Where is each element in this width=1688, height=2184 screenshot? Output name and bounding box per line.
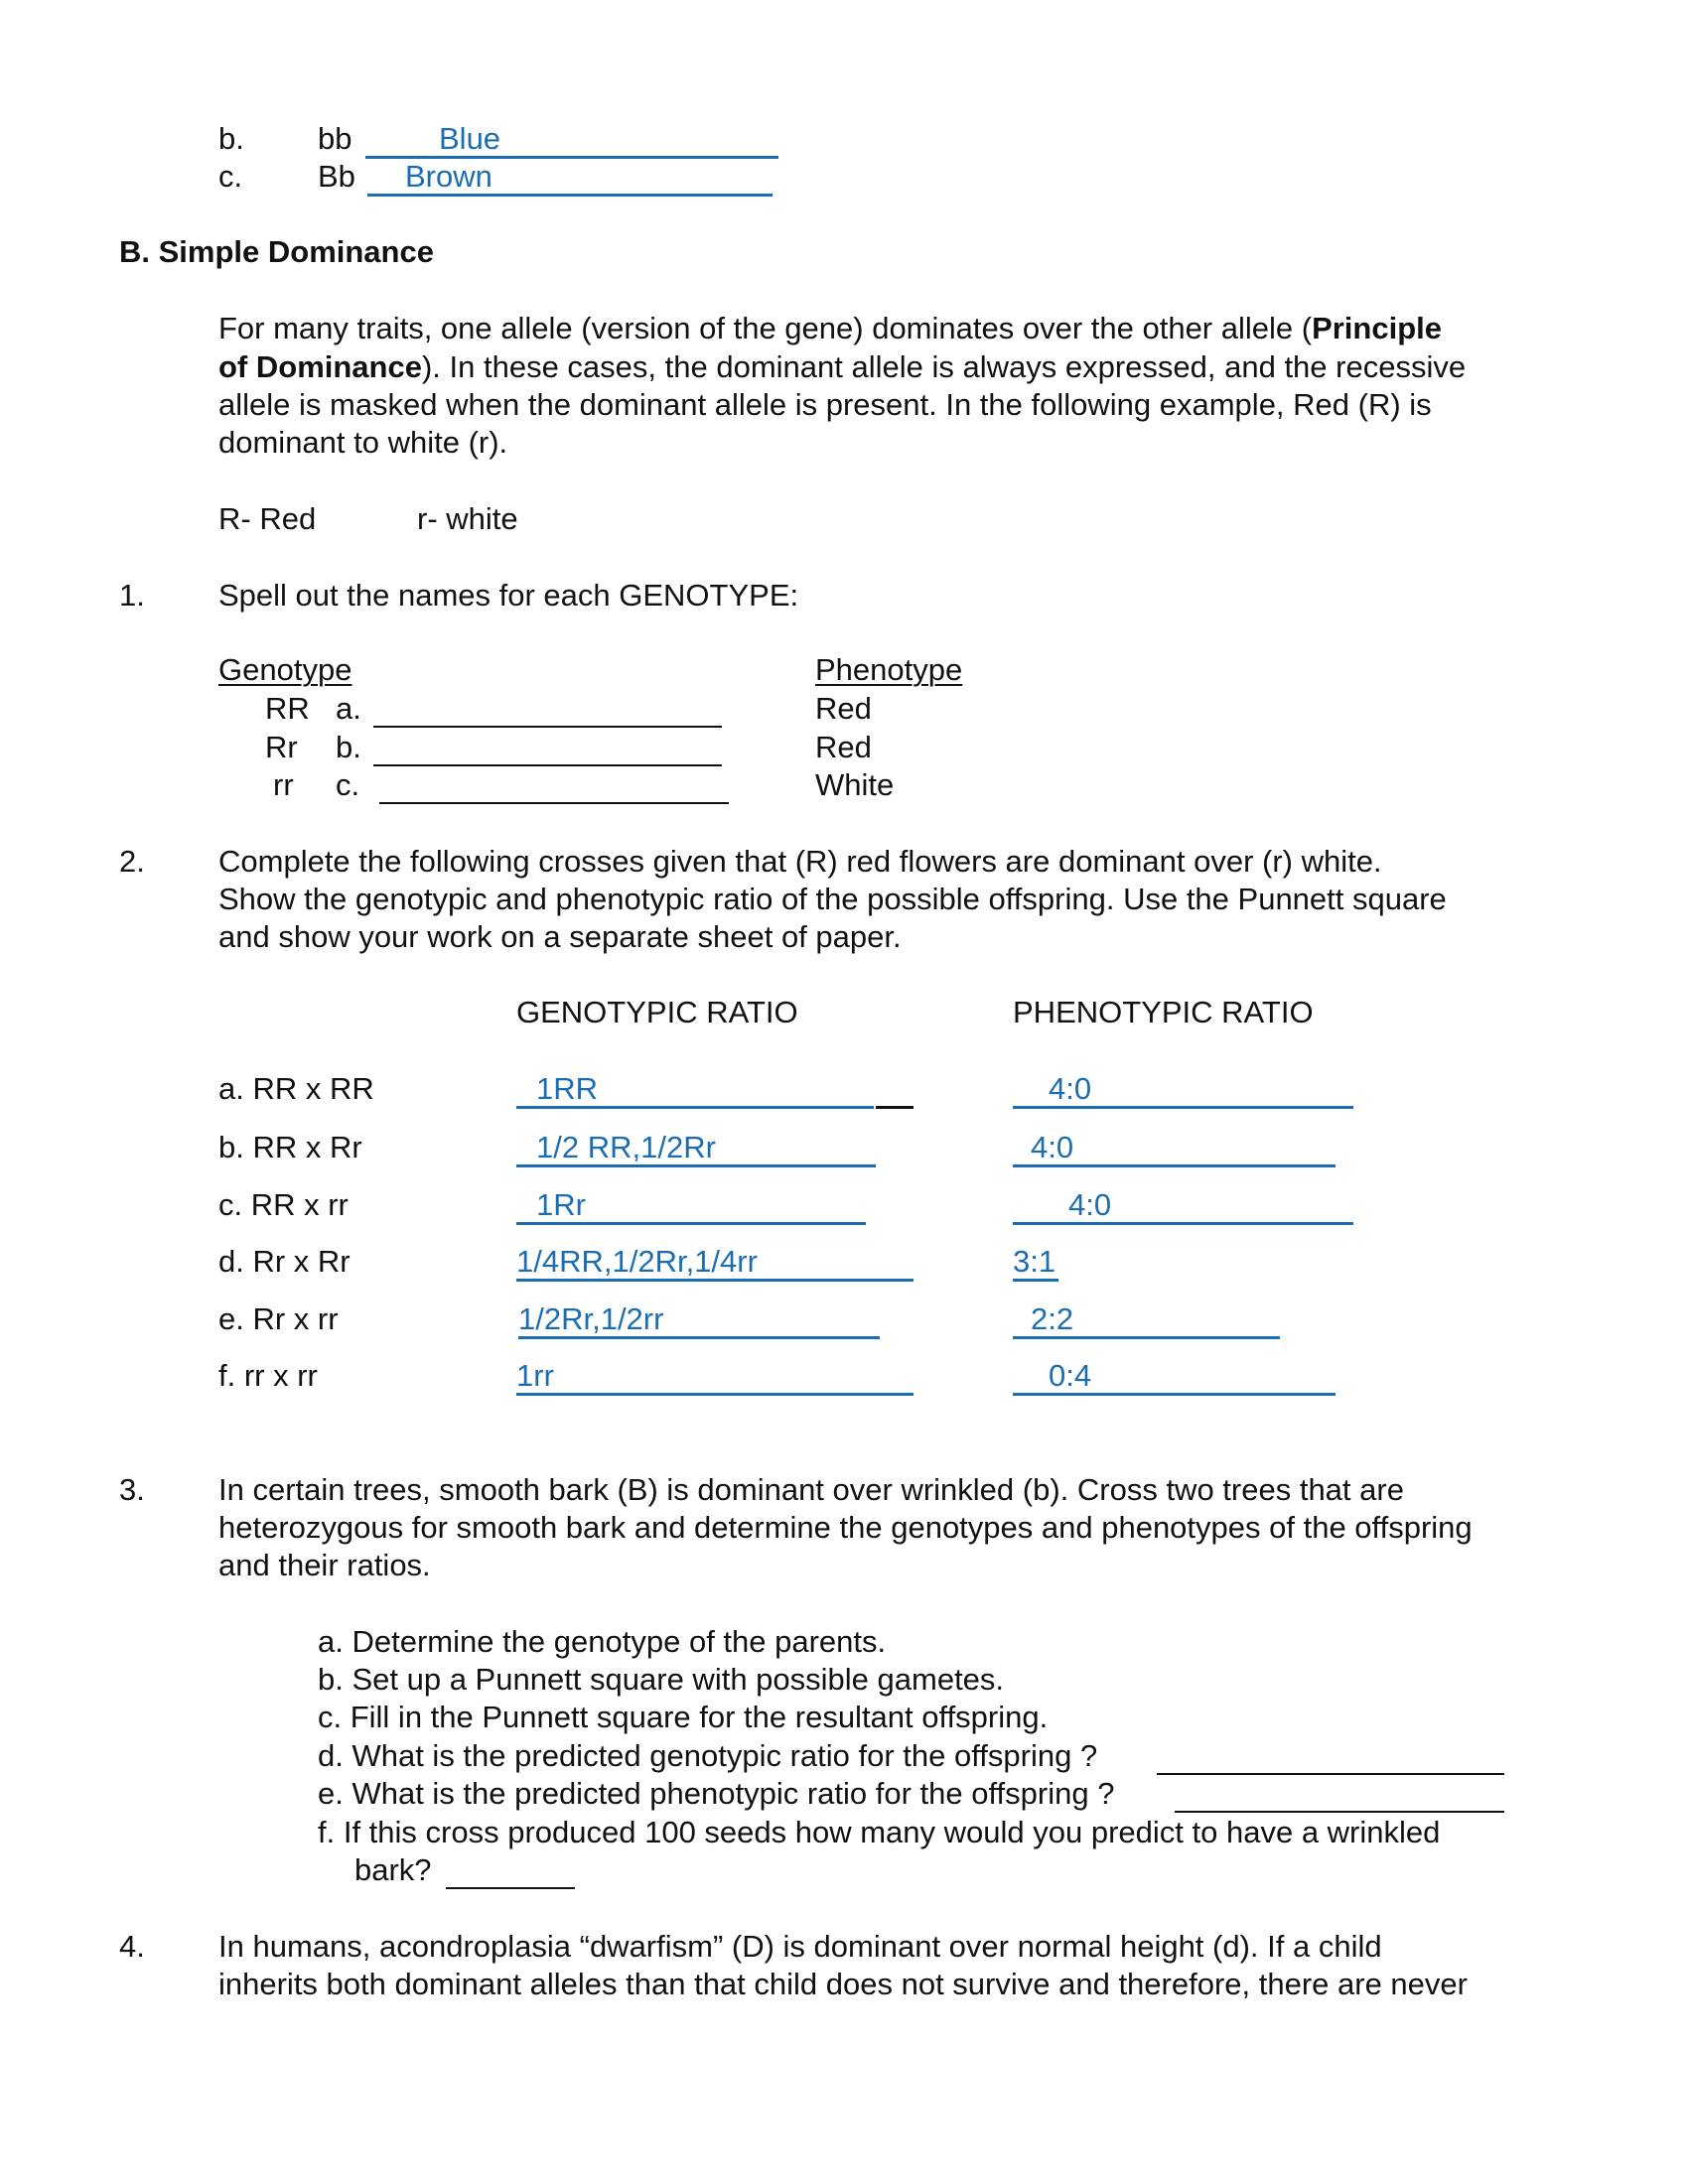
genotypic-answer[interactable]: 1RR [516,1070,874,1109]
intro-bold: Principle [1312,311,1442,345]
cross-label: b. RR x Rr [218,1130,362,1164]
list-letter: c. [218,159,243,194]
question-text: and show your work on a separate sheet of paper. [218,919,902,954]
answer-field-Bb[interactable]: Brown [367,158,773,197]
genotypic-answer[interactable]: 1Rr [516,1186,866,1225]
phenotype: White [815,767,895,802]
question-text: In certain trees, smooth bark (B) is dominant over wrinkled (b). Cross two trees that are [218,1472,1404,1507]
cross-label: e. Rr x rr [218,1301,339,1336]
genotypic-answer[interactable]: 1rr [516,1357,914,1396]
row-letter: b. [336,730,361,764]
cross-label: a. RR x RR [218,1071,374,1106]
section-title: B. Simple Dominance [119,234,434,269]
question-text: heterozygous for smooth bark and determine the genotypes and phenotypes of the offspring [218,1510,1473,1545]
question-number: 3. [119,1472,145,1507]
row-letter: c. [336,767,360,802]
phenotypic-answer[interactable]: 4:0 [1013,1186,1353,1225]
genotype-label: Bb [318,159,355,194]
intro-text: ). In these cases, the dominant allele is always expressed, and the recessive [421,349,1467,384]
intro-line: allele is masked when the dominant allele is present. In the following example, Red (R) is [218,387,1432,422]
genotypic-ratio-blank[interactable] [1157,1737,1504,1775]
genotype: rr [273,767,294,802]
sub-item: c. Fill in the Punnett square for the resultant offspring. [318,1700,1049,1734]
key-recessive: r- white [417,501,518,536]
question-number: 2. [119,844,145,879]
phenotype: Red [815,691,872,726]
cross-label: c. RR x rr [218,1187,349,1222]
question-text: Complete the following crosses given that (R) red flowers are dominant over (r) white. [218,844,1382,879]
sub-item: bark? [354,1852,432,1887]
phenotypic-answer[interactable]: 0:4 [1013,1357,1336,1396]
intro-line [218,310,1442,347]
genotypic-answer[interactable]: 1/2 RR,1/2Rr [516,1129,876,1167]
cross-label: f. rr x rr [218,1358,318,1393]
genotype: Rr [265,730,298,764]
genotypic-ratio-header: GENOTYPIC RATIO [516,995,798,1029]
wrinkled-count-blank[interactable] [446,1851,575,1889]
name-blank-RR[interactable] [373,690,722,728]
genotypic-answer[interactable]: 1/4RR,1/2Rr,1/4rr [516,1243,914,1282]
intro-line: dominant to white (r). [218,425,508,460]
genotype: RR [265,691,310,726]
intro-text: For many traits, one allele (version of the gene) dominates over the other allele ( [218,311,1313,345]
question-text: In humans, acondroplasia “dwarfism” (D) is dominant over normal height (d). If a child [218,1929,1382,1964]
question-text: inherits both dominant alleles than that child does not survive and therefore, there are never [218,1967,1468,2001]
phenotypic-answer[interactable]: 3:1 [1013,1243,1058,1282]
genotype-label: bb [318,121,352,156]
intro-line [218,348,1466,386]
sub-item: b. Set up a Punnett square with possible gametes. [318,1662,1005,1697]
sub-item: a. Determine the genotype of the parents. [318,1624,887,1659]
blank-underline [876,1070,914,1109]
cross-label: d. Rr x Rr [218,1244,351,1279]
phenotype-header: Phenotype [815,652,963,687]
phenotypic-answer[interactable]: 4:0 [1013,1070,1353,1109]
key-dominant: R- Red [218,501,317,536]
genotype-header: Genotype [218,652,352,687]
phenotype: Red [815,730,872,764]
phenotypic-ratio-header: PHENOTYPIC RATIO [1013,995,1314,1029]
answer-field-bb[interactable]: Blue [365,120,778,159]
phenotypic-answer[interactable]: 4:0 [1013,1129,1336,1167]
genotypic-answer[interactable]: 1/2Rr,1/2rr [518,1300,880,1339]
row-letter: a. [336,691,361,726]
question-number: 4. [119,1929,145,1964]
name-blank-rr[interactable] [379,766,729,804]
intro-bold: of Dominance [218,349,422,384]
question-number: 1. [119,578,145,613]
sub-item: d. What is the predicted genotypic ratio for the offspring ? [318,1738,1098,1773]
list-letter: b. [218,121,244,156]
phenotypic-answer[interactable]: 2:2 [1013,1300,1280,1339]
sub-item: f. If this cross produced 100 seeds how many would you predict to have a wrinkled [318,1815,1441,1849]
question-text: Show the genotypic and phenotypic ratio of the possible offspring. Use the Punnett square [218,882,1447,916]
question-text: and their ratios. [218,1548,431,1582]
question-text: Spell out the names for each GENOTYPE: [218,578,799,613]
phenotypic-ratio-blank[interactable] [1175,1775,1504,1813]
name-blank-Rr[interactable] [373,729,722,766]
sub-item: e. What is the predicted phenotypic ratio for the offspring ? [318,1776,1115,1811]
